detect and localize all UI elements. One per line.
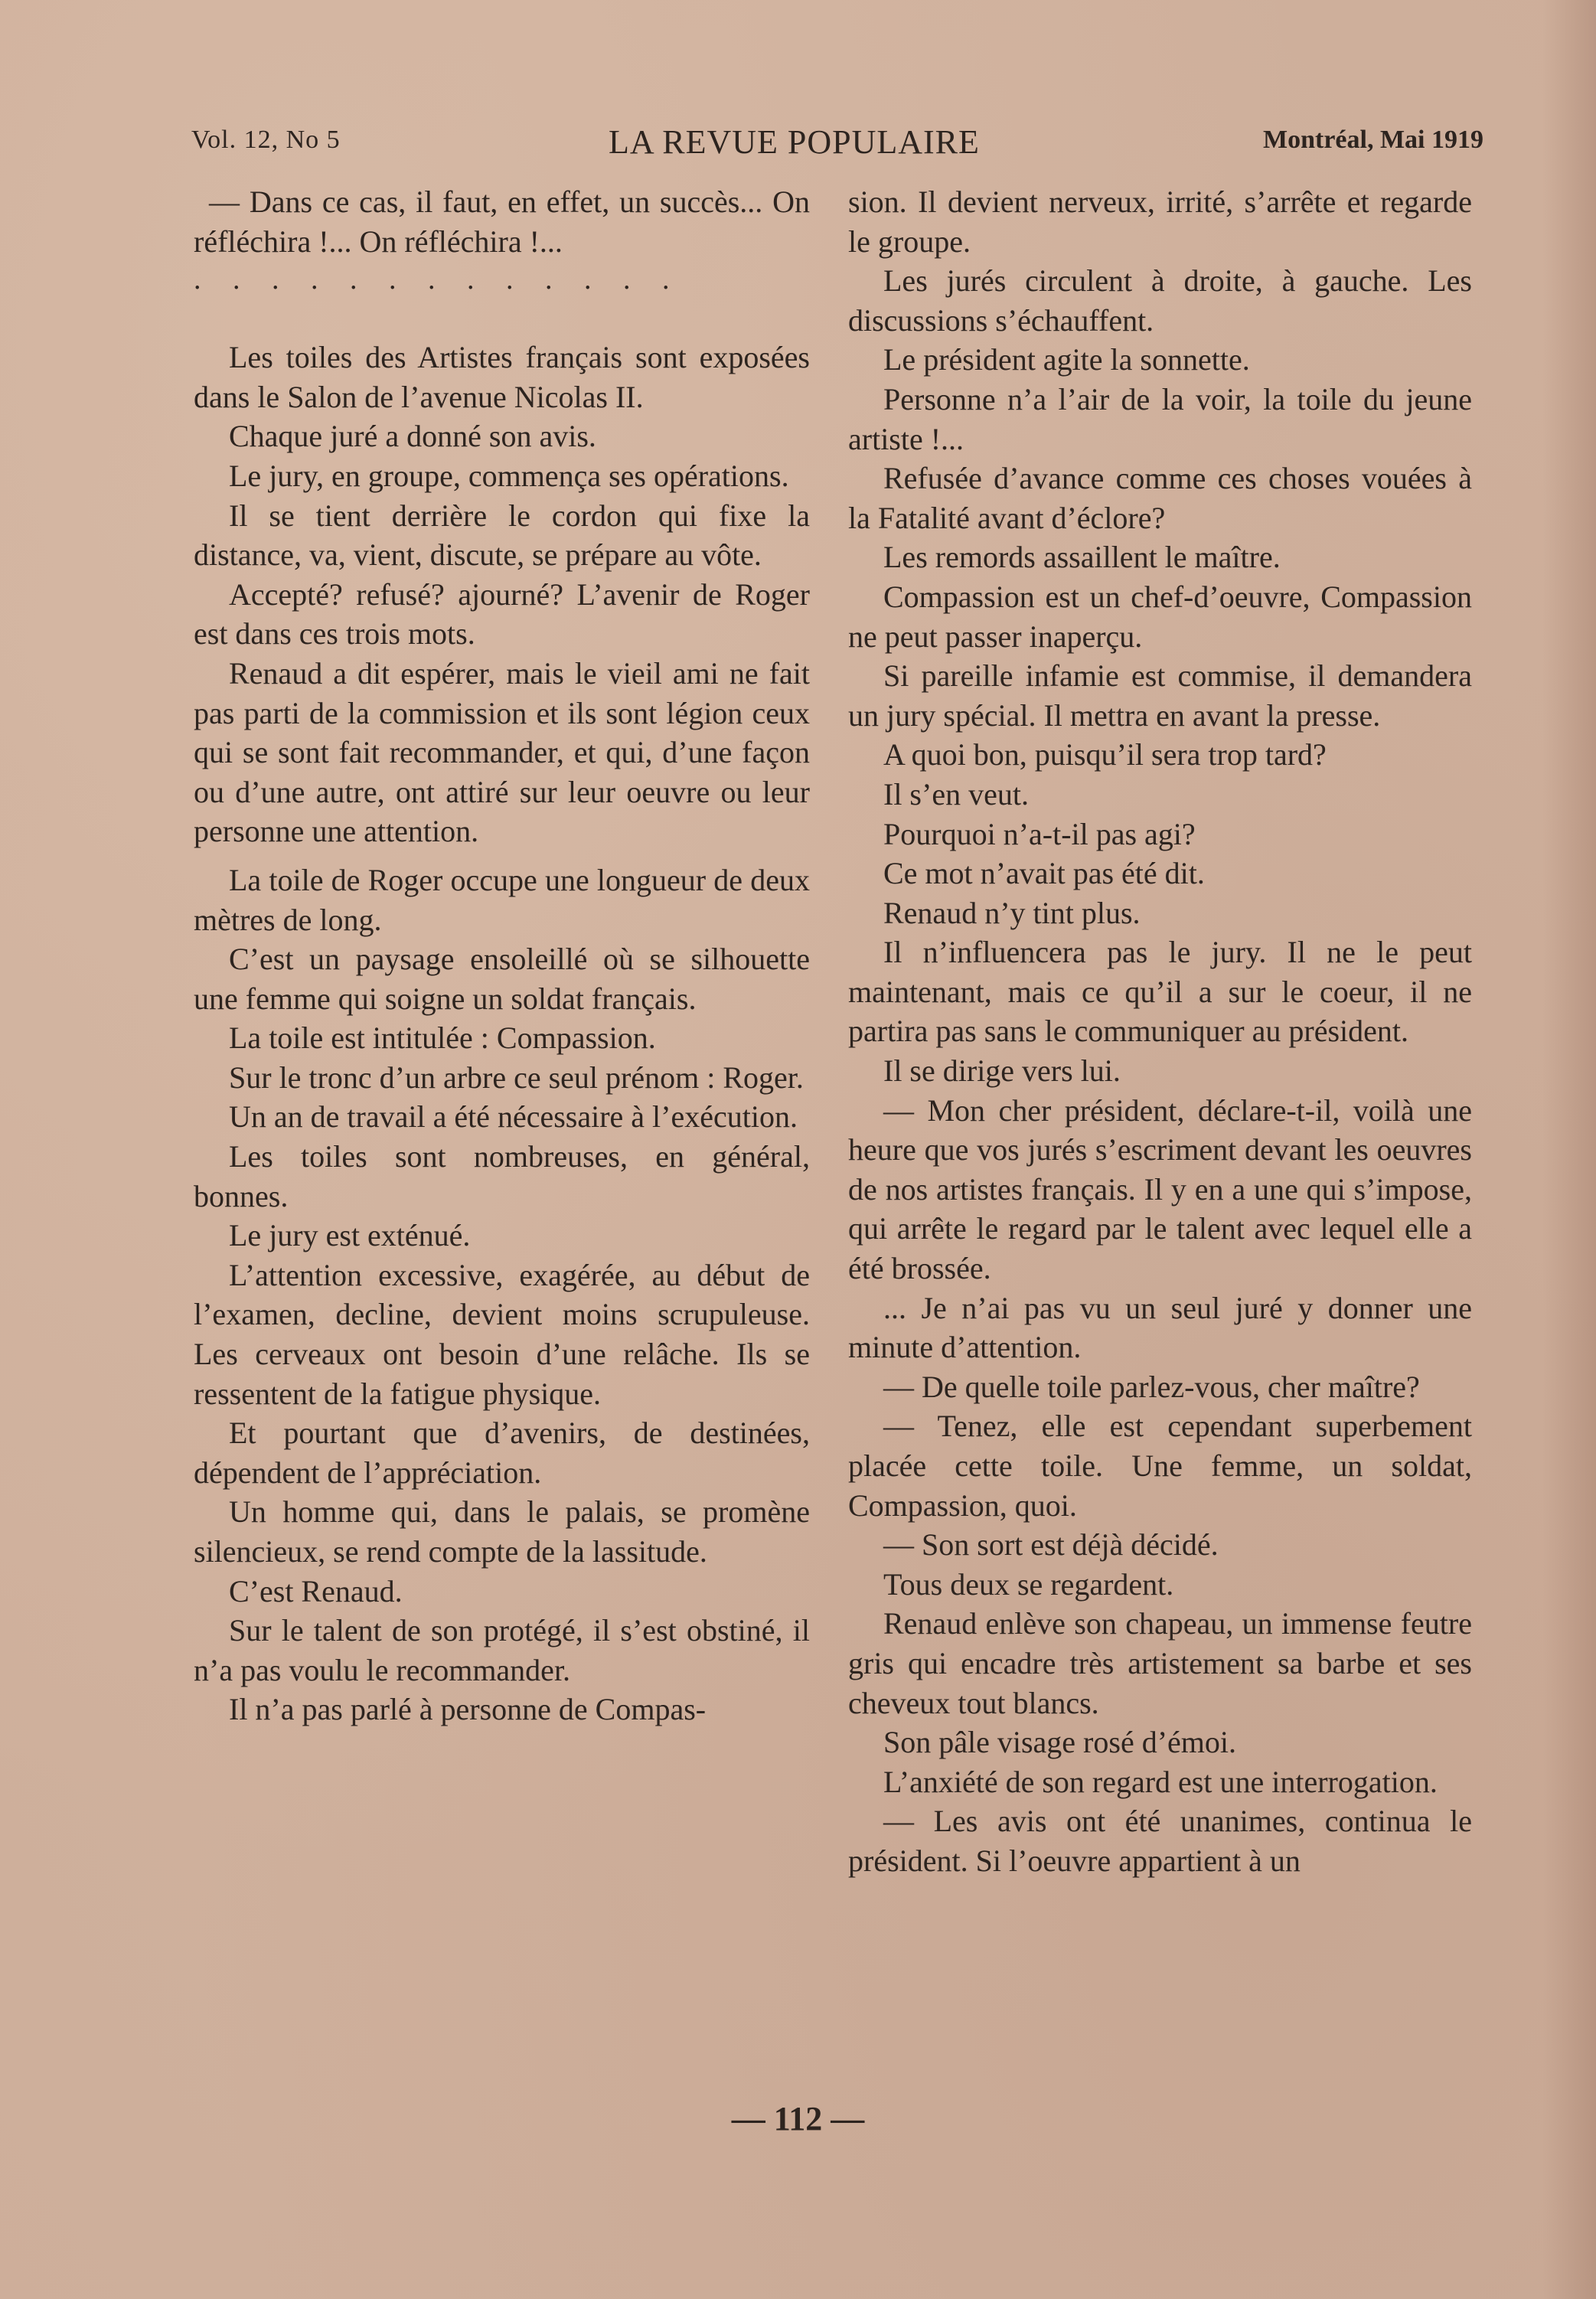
paragraph: Il s’en veut. [883, 776, 1029, 812]
paragraph: L’anxiété de son regard est une interrogation. [883, 1764, 1438, 1799]
paragraph: Le jury, en groupe, commença ses opérations. [229, 458, 789, 493]
paragraph: Ce mot n’avait pas été dit. [883, 856, 1205, 891]
paragraph: Les toiles des Artistes français sont exposées dans le Salon de l’avenue Nicolas II. [194, 340, 810, 414]
paragraph: Pourquoi n’a-t-il pas agi? [883, 816, 1196, 851]
volume-number: Vol. 12, No 5 [191, 126, 341, 154]
running-header [191, 122, 1483, 168]
paragraph: Refusée d’avance comme ces choses vouées à la Fatalité avant d’éclore? [848, 461, 1472, 535]
paragraph: L’attention excessive, exagérée, au début de l’examen, decline, devient moins scrupuleuse. Les cerveaux ont besoin d’une relâche. Ils se ressentent de la fatigue physique. [194, 1257, 810, 1411]
paragraph: Un an de travail a été nécessaire à l’exécution. [229, 1099, 798, 1135]
paragraph: Personne n’a l’air de la voir, la toile du jeune artiste !... [848, 381, 1472, 456]
paragraph: La toile de Roger occupe une longueur de deux mètres de long. [194, 862, 810, 937]
paragraph: Renaud enlève son chapeau, un immense feutre gris qui encadre très artistement sa barbe et ses cheveux tout blancs. [848, 1606, 1472, 1720]
paragraph: Renaud a dit espérer, mais le vieil ami ne fait pas parti de la commission et ils sont légion ceux qui se sont fait recommander, et qui, d’une façon ou d’une autre, ont attiré sur leur oeuvre ou leur personne une attention. [194, 655, 810, 849]
paragraph: — Son sort est déjà décidé. [883, 1527, 1219, 1563]
paragraph: — Les avis ont été unanimes, continua le président. Si l’oeuvre appartient à un [848, 1804, 1472, 1878]
paragraph: — Mon cher président, déclare-t-il, voilà une heure que vos jurés s’escriment devant les oeuvres de nos artistes français. Il y en a une qui s’impose, qui arrête le regard par le talent avec lequel elle a été brossée. [848, 1092, 1472, 1286]
paragraph: Sur le tronc d’un arbre ce seul prénom : Roger. [229, 1060, 804, 1095]
paragraph: Le jury est exténué. [229, 1218, 471, 1253]
paragraph: Son pâle visage rosé d’émoi. [883, 1725, 1236, 1760]
page-edge-shadow [1542, 0, 1596, 2299]
left-column [194, 182, 810, 1729]
spacer [194, 851, 810, 860]
right-column [848, 182, 1472, 1881]
paragraph: Chaque juré a donné son avis. [229, 419, 596, 454]
paragraph: Il n’a pas parlé à personne de Compas- [229, 1692, 707, 1727]
paragraph: Un homme qui, dans le palais, se promène silencieux, se rend compte de la lassitude. [194, 1494, 810, 1569]
paragraph: C’est un paysage ensoleillé où se silhouette une femme qui soigne un soldat français. [194, 942, 810, 1016]
paragraph: Accepté? refusé? ajourné? L’avenir de Roger est dans ces trois mots. [194, 576, 810, 651]
paragraph: C’est Renaud. [229, 1573, 403, 1608]
paragraph: Le président agite la sonnette. [883, 342, 1250, 377]
section-separator: . . . . . . . . . . . . . [194, 264, 682, 296]
paragraph: Et pourtant que d’avenirs, de destinées, dépendent de l’appréciation. [194, 1416, 810, 1490]
paragraph: Il se tient derrière le cordon qui fixe la distance, va, vient, discute, se prépare au vôte. [194, 498, 810, 573]
magazine-title: LA REVUE POPULAIRE [609, 123, 980, 161]
paragraph: — Tenez, elle est cependant superbement placée cette toile. Une femme, un soldat, Compassion, quoi. [848, 1409, 1472, 1523]
paragraph: ... Je n’ai pas vu un seul juré y donner une minute d’attention. [848, 1290, 1472, 1365]
paragraph: Sur le talent de son protégé, il s’est obstiné, il n’a pas voulu le recommander. [194, 1613, 810, 1687]
paragraph: Renaud n’y tint plus. [883, 895, 1141, 930]
paragraph: Les toiles sont nombreuses, en général, bonnes. [194, 1139, 810, 1213]
paragraph: Les jurés circulent à droite, à gauche. Les discussions s’échauffent. [848, 263, 1472, 338]
paragraph: sion. Il devient nerveux, irrité, s’arrête et regarde le groupe. [848, 185, 1472, 259]
place-date: Montréal, Mai 1919 [1263, 126, 1483, 154]
paragraph: Si pareille infamie est commise, il demandera un jury spécial. Il mettra en avant la presse. [848, 658, 1472, 733]
paragraph: Il n’influencera pas le jury. Il ne le peut maintenant, mais ce qu’il a sur le coeur, il ne partira pas sans le communiquer au président. [848, 935, 1472, 1049]
paragraph: La toile est intitulée : Compassion. [229, 1021, 656, 1056]
paragraph: Compassion est un chef-d’oeuvre, Compassion ne peut passer inaperçu. [848, 579, 1472, 654]
paragraph: Les remords assaillent le maître. [883, 540, 1281, 575]
paragraph: Il se dirige vers lui. [883, 1053, 1121, 1089]
page-number: — 112 — [731, 2100, 865, 2137]
paragraph: — De quelle toile parlez-vous, cher maître? [883, 1369, 1420, 1404]
paragraph: — Dans ce cas, il faut, en effet, un succès... On réfléchira !... On réfléchira !... [194, 185, 810, 259]
paragraph: Tous deux se regardent. [883, 1566, 1174, 1602]
paragraph: A quoi bon, puisqu’il sera trop tard? [883, 737, 1327, 772]
